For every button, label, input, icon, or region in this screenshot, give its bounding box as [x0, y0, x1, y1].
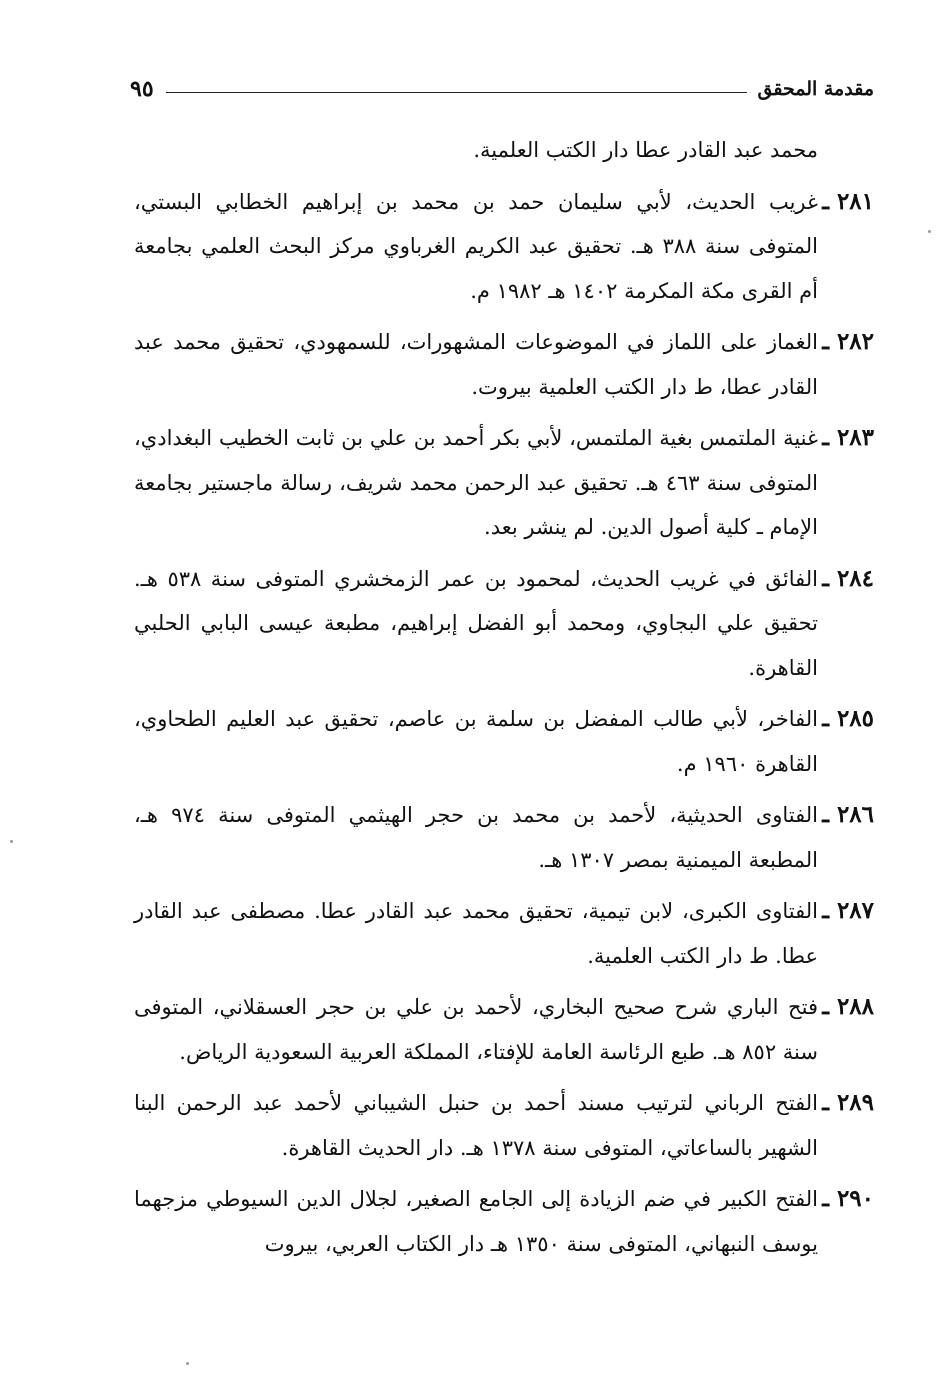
entry-text: الغماز على اللماز في الموضوعات المشهورات، للسمهودي، تحقيق محمد عبد القادر عطا، ط دار الكتب العلمية بيروت.	[134, 330, 818, 399]
header-rule	[166, 92, 748, 93]
entry-text: الفتاوى الكبرى، لابن تيمية، تحقيق محمد عبد القادر عطا. مصطفى عبد القادر عطا. ط دار الكتب العلمية.	[134, 899, 818, 968]
bibliography-entry	[134, 889, 874, 978]
entry-number: ٢٩٠ ـ	[822, 1185, 874, 1212]
entry-number: ٢٨١ ـ	[822, 187, 874, 215]
scan-speck	[186, 1362, 189, 1365]
bibliography-entry	[134, 180, 874, 314]
bibliography-entry	[134, 985, 874, 1074]
bibliography-entry	[134, 1177, 874, 1266]
bibliography-entry	[134, 1081, 874, 1170]
bibliography-entry	[134, 320, 874, 409]
entry-number: ٢٨٩ ـ	[822, 1089, 874, 1116]
entry-text: الفتح الكبير في ضم الزيادة إلى الجامع الصغير، لجلال الدين السيوطي مزجهما يوسف النبهاني، المتوفى سنة ١٣٥٠ هـ دار الكتاب العربي، بيروت	[134, 1187, 818, 1256]
bibliography-entry	[134, 416, 874, 550]
bibliography-list	[134, 128, 874, 1273]
entry-text: غنية الملتمس بغية الملتمس، لأبي بكر أحمد بن علي بن ثابت الخطيب البغدادي، المتوفى سنة ٤٦٣ هـ. تحقيق عبد الرحمن محمد شريف، رسالة ماجستير بجامعة الإمام ـ كلية أصول الدين. لم ينشر بعد.	[134, 426, 818, 539]
entry-number: ٢٨٢ ـ	[822, 328, 874, 355]
entry-number: ٢٨٥ ـ	[822, 705, 874, 732]
bibliography-entry	[134, 557, 874, 691]
entry-number: ٢٨٧ ـ	[822, 897, 874, 924]
entry-text: الفاخر، لأبي طالب المفضل بن سلمة بن عاصم، تحقيق عبد العليم الطحاوي، القاهرة ١٩٦٠ م.	[134, 707, 818, 776]
entry-text: الفائق في غريب الحديث، لمحمود بن عمر الزمخشري المتوفى سنة ٥٣٨ هـ. تحقيق علي البجاوي، ومحمد أبو الفضل إبراهيم، مطبعة عيسى البابي الحلبي القاهرة.	[134, 566, 818, 680]
entry-number: ٢٨٦ ـ	[822, 801, 874, 828]
entry-text: الفتاوى الحديثية، لأحمد بن محمد بن حجر الهيثمي المتوفى سنة ٩٧٤ هـ، المطبعة الميمنية بمصر ١٣٠٧ هـ.	[134, 803, 819, 872]
entry-text: فتح الباري شرح صحيح البخاري، لأحمد بن علي بن حجر العسقلاني، المتوفى سنة ٨٥٢ هـ. طبع الرئاسة العامة للإفتاء، المملكة العربية السعودية الرياض.	[134, 995, 818, 1064]
chapter-title: مقدمة المحقق	[757, 78, 874, 100]
entry-text: الفتح الرباني لترتيب مسند أحمد بن حنبل الشيباني لأحمد عبد الرحمن البنا الشهير بالساعاتي، المتوفى سنة ١٣٧٨ هـ. دار الحديث القاهرة.	[134, 1091, 818, 1160]
bibliography-entry	[134, 793, 874, 882]
entry-number: ٢٨٨ ـ	[822, 993, 874, 1020]
running-header	[130, 72, 874, 106]
entry-text: غريب الحديث، لأبي سليمان حمد بن محمد بن إبراهيم الخطابي البستي، المتوفى سنة ٣٨٨ هـ. تحقيق عبد الكريم الغرباوي مركز البحث العلمي بجامعة أم القرى مكة المكرمة ١٤٠٢ هـ ١٩٨٢ م.	[134, 189, 818, 303]
entry-number: ٢٨٣ ـ	[822, 424, 874, 451]
page-number: ٩٥	[130, 76, 154, 102]
continuation-line: محمد عبد القادر عطا دار الكتب العلمية.	[473, 138, 818, 162]
entry-number: ٢٨٤ ـ	[822, 564, 874, 592]
scan-speck	[10, 840, 13, 843]
scan-speck	[928, 230, 931, 233]
bibliography-entry	[134, 697, 874, 786]
